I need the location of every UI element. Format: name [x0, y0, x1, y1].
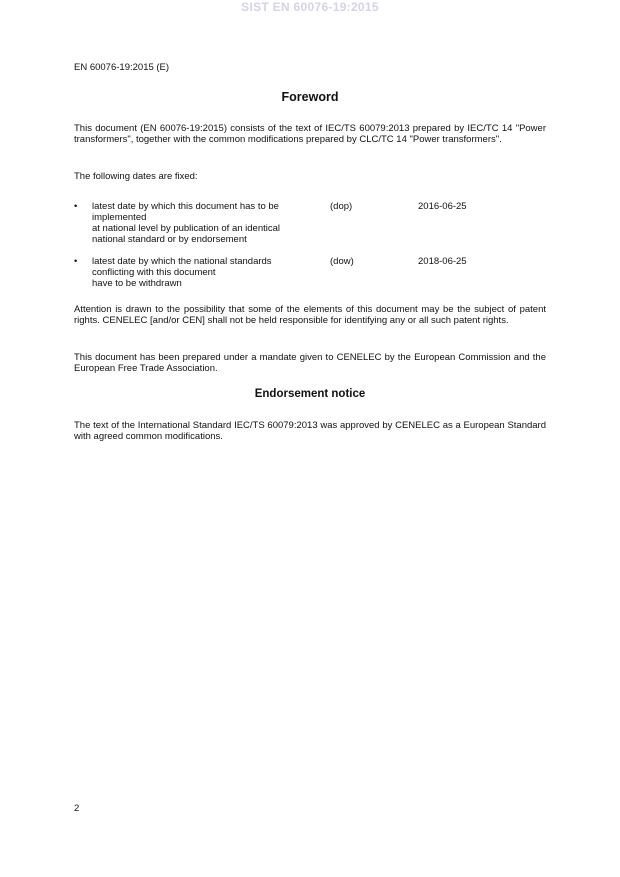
- foreword-intro: This document (EN 60076-19:2015) consists of the text of IEC/TS 60079:2013 prepared by IEC/TC 14 "Power transformers", together with the common modifications prepared by CLC/TC 14 "Power transformers".: [74, 123, 546, 145]
- dates-intro: The following dates are fixed:: [74, 171, 198, 182]
- page-number: 2: [74, 803, 80, 814]
- endorsement-text: The text of the International Standard IEC/TS 60079:2013 was approved by CENELEC as a European Standard with agreed common modifications.: [74, 420, 546, 442]
- date-item-abbr: (dop): [330, 201, 353, 212]
- patent-notice: Attention is drawn to the possibility that some of the elements of this document may be the subject of patent rights. CENELEC [and/or CEN] shall not be held responsible for identifying any or all such patent rights.: [74, 304, 546, 326]
- bullet-icon: •: [74, 256, 78, 267]
- mandate-text: This document has been prepared under a mandate given to CENELEC by the European Commission and the European Free Trade Association.: [74, 352, 546, 374]
- endorsement-title: Endorsement notice: [254, 388, 366, 400]
- bullet-icon: •: [74, 201, 78, 212]
- watermark: SIST EN 60076-19:2015: [241, 0, 379, 14]
- date-item-date: 2018-06-25: [418, 256, 467, 267]
- date-item-description: latest date by which the national standards conflicting with this document have to be withdrawn: [92, 256, 272, 289]
- date-item-abbr: (dow): [330, 256, 354, 267]
- document-id: EN 60076-19:2015 (E): [74, 62, 170, 73]
- date-item-date: 2016-06-25: [418, 201, 467, 212]
- date-item-description: latest date by which this document has to be implemented at national level by publication of an identical national standard or by endorsement: [92, 201, 281, 245]
- foreword-title: Foreword: [281, 90, 339, 104]
